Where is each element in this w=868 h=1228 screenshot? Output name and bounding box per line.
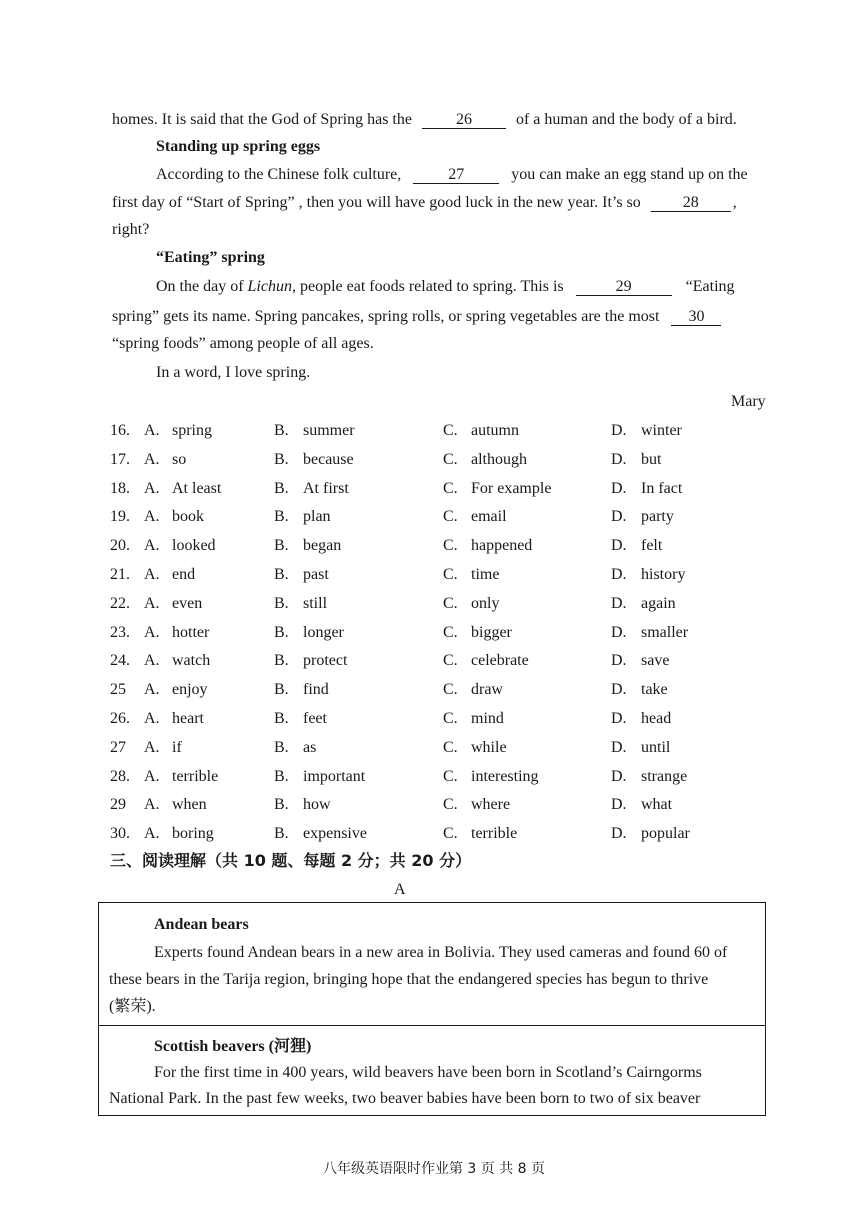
option-b-text: summer — [303, 422, 355, 439]
option-letter-a: A. — [144, 566, 160, 583]
option-letter-c: C. — [443, 681, 458, 699]
option-b-text: because — [303, 450, 354, 468]
option-letter-c: C. — [443, 422, 458, 439]
option-d-text: again — [641, 594, 676, 612]
option-letter-c: C. — [443, 566, 458, 583]
passage-text: , people eat foods related to spring. This is — [291, 278, 564, 295]
item-title: Andean bears — [154, 916, 249, 933]
option-b-text: find — [303, 681, 329, 699]
option-letter-c: C. — [443, 738, 458, 756]
passage-italic-word: Lichun — [247, 278, 292, 295]
item-text: National Park. In the past few weeks, two beaver babies have been born to two of six beaver — [109, 1090, 701, 1107]
option-a-text: end — [172, 566, 196, 583]
passage-label: A — [394, 881, 406, 898]
item-text: Experts found Andean bears in a new area in Bolivia. They used cameras and found 60 of — [154, 944, 728, 961]
option-a-text: spring — [172, 422, 212, 439]
option-a-text: if — [172, 738, 182, 756]
option-d-text: until — [641, 738, 671, 756]
passage-line-3 — [112, 193, 737, 213]
option-letter-d: D. — [611, 710, 627, 727]
option-letter-d: D. — [611, 450, 627, 468]
option-c-text: happened — [471, 537, 533, 555]
option-b-text: as — [303, 738, 317, 756]
question-number: 19. — [110, 508, 130, 526]
option-a-text: boring — [172, 825, 214, 843]
passage-line-2 — [156, 165, 748, 185]
option-letter-b: B. — [274, 623, 289, 641]
option-b-text: past — [303, 566, 329, 583]
option-letter-c: C. — [443, 479, 458, 497]
question-number: 24. — [110, 652, 130, 670]
option-b-text: how — [303, 796, 331, 814]
option-letter-a: A. — [144, 508, 160, 526]
option-letter-a: A. — [144, 825, 160, 843]
option-letter-a: A. — [144, 479, 160, 497]
option-d-text: smaller — [641, 623, 689, 641]
option-letter-d: D. — [611, 537, 627, 555]
option-a-text: book — [172, 508, 204, 526]
passage-text: According to the Chinese folk culture, — [156, 166, 402, 183]
option-d-text: strange — [641, 767, 688, 785]
blank-27: 27 — [413, 167, 499, 184]
option-a-text: so — [172, 450, 187, 468]
blank-26: 26 — [422, 112, 506, 129]
option-a-text: when — [172, 796, 207, 814]
reading-item-andean-bears — [98, 902, 766, 1026]
item-title: Scottish beavers (河狸) — [154, 1038, 312, 1055]
question-number: 20. — [110, 537, 130, 555]
option-c-text: celebrate — [471, 652, 529, 670]
question-number: 25 — [110, 681, 126, 699]
option-b-text: still — [303, 594, 328, 612]
passage-line-8: In a word, I love spring. — [156, 364, 311, 381]
question-number: 16. — [110, 422, 130, 439]
option-letter-d: D. — [611, 681, 627, 699]
option-letter-b: B. — [274, 422, 289, 439]
passage-line-7: “spring foods” among people of all ages. — [112, 335, 374, 352]
option-letter-a: A. — [144, 738, 160, 756]
option-letter-c: C. — [443, 825, 458, 843]
option-d-text: history — [641, 566, 686, 583]
option-c-text: only — [471, 594, 500, 612]
option-c-text: although — [471, 450, 527, 468]
option-d-text: take — [641, 681, 668, 699]
option-b-text: longer — [303, 623, 344, 641]
question-number: 28. — [110, 767, 130, 785]
option-a-text: looked — [172, 537, 216, 555]
option-letter-a: A. — [144, 652, 160, 670]
option-letter-b: B. — [274, 825, 289, 843]
question-number: 30. — [110, 825, 130, 843]
option-letter-d: D. — [611, 767, 627, 785]
option-c-text: while — [471, 738, 507, 756]
option-letter-b: B. — [274, 652, 289, 670]
passage-text: On the day of — [156, 278, 244, 295]
option-letter-c: C. — [443, 508, 458, 526]
option-letter-c: C. — [443, 796, 458, 814]
option-c-text: bigger — [471, 623, 512, 641]
option-letter-d: D. — [611, 479, 627, 497]
option-b-text: feet — [303, 710, 327, 727]
option-a-text: hotter — [172, 623, 210, 641]
option-d-text: save — [641, 652, 670, 670]
option-letter-b: B. — [274, 450, 289, 468]
blank-30: 30 — [671, 309, 721, 326]
option-b-text: protect — [303, 652, 348, 670]
option-letter-c: C. — [443, 767, 458, 785]
page-footer: 八年级英语限时作业第 3 页 共 8 页 — [322, 1161, 546, 1177]
option-letter-c: C. — [443, 537, 458, 555]
option-a-text: At least — [172, 479, 222, 497]
signature: Mary — [731, 393, 766, 410]
passage-line-5 — [156, 277, 735, 297]
option-letter-d: D. — [611, 508, 627, 526]
passage-line-4: right? — [112, 221, 150, 238]
option-c-text: autumn — [471, 422, 519, 439]
heading-spring-eggs: Standing up spring eggs — [156, 138, 321, 155]
question-number: 18. — [110, 479, 130, 497]
passage-text: you can make an egg stand up on the — [511, 166, 748, 183]
option-c-text: For example — [471, 479, 552, 497]
option-letter-a: A. — [144, 537, 160, 555]
option-letter-b: B. — [274, 796, 289, 814]
option-letter-b: B. — [274, 767, 289, 785]
option-letter-b: B. — [274, 479, 289, 497]
option-letter-c: C. — [443, 623, 458, 641]
option-letter-b: B. — [274, 710, 289, 727]
option-letter-c: C. — [443, 652, 458, 670]
passage-text: spring” gets its name. Spring pancakes, spring rolls, or spring vegetables are the most — [112, 308, 660, 325]
option-letter-d: D. — [611, 594, 627, 612]
passage-line-6 — [112, 307, 721, 327]
question-number: 27 — [110, 738, 126, 756]
option-d-text: felt — [641, 537, 663, 555]
option-letter-c: C. — [443, 594, 458, 612]
option-a-text: watch — [172, 652, 211, 670]
option-letter-d: D. — [611, 422, 627, 439]
option-letter-d: D. — [611, 566, 627, 583]
option-a-text: terrible — [172, 767, 219, 785]
option-letter-d: D. — [611, 825, 627, 843]
option-b-text: important — [303, 767, 366, 785]
reading-item-scottish-beavers — [98, 1025, 766, 1116]
passage-line-1 — [112, 110, 737, 130]
option-b-text: expensive — [303, 825, 367, 843]
option-letter-a: A. — [144, 710, 160, 727]
passage-text: first day of “Start of Spring” , then you will have good luck in the new year. It’s so — [112, 194, 641, 211]
question-number: 26. — [110, 710, 130, 727]
passage-text: “Eating — [685, 278, 735, 295]
option-letter-d: D. — [611, 623, 627, 641]
option-letter-a: A. — [144, 796, 160, 814]
option-letter-b: B. — [274, 681, 289, 699]
item-text: these bears in the Tarija region, bringing hope that the endangered species has begun to thrive — [109, 971, 709, 988]
option-letter-c: C. — [443, 450, 458, 468]
option-b-text: At first — [303, 479, 349, 497]
option-letter-a: A. — [144, 767, 160, 785]
option-a-text: enjoy — [172, 681, 208, 699]
option-letter-b: B. — [274, 508, 289, 526]
option-c-text: terrible — [471, 825, 518, 843]
item-text: (繁荣). — [109, 998, 156, 1015]
option-d-text: popular — [641, 825, 690, 843]
option-letter-a: A. — [144, 594, 160, 612]
option-letter-a: A. — [144, 681, 160, 699]
option-c-text: draw — [471, 681, 503, 699]
question-number: 29 — [110, 796, 126, 814]
option-letter-b: B. — [274, 738, 289, 756]
option-letter-d: D. — [611, 796, 627, 814]
option-c-text: email — [471, 508, 507, 526]
option-letter-b: B. — [274, 537, 289, 555]
option-letter-a: A. — [144, 422, 160, 439]
passage-text: of a human and the body of a bird. — [515, 111, 737, 128]
option-c-text: where — [471, 796, 511, 814]
option-d-text: winter — [641, 422, 682, 439]
option-d-text: what — [641, 796, 673, 814]
passage-text: , — [732, 194, 737, 211]
option-d-text: head — [641, 710, 672, 727]
option-b-text: plan — [303, 508, 331, 526]
option-c-text: time — [471, 566, 500, 583]
option-letter-d: D. — [611, 738, 627, 756]
option-letter-d: D. — [611, 652, 627, 670]
option-letter-a: A. — [144, 623, 160, 641]
question-number: 21. — [110, 566, 130, 583]
option-a-text: heart — [172, 710, 204, 727]
option-letter-c: C. — [443, 710, 458, 727]
option-a-text: even — [172, 594, 203, 612]
option-d-text: but — [641, 450, 662, 468]
section-title: 三、阅读理解（共 10 题、每题 2 分；共 20 分） — [110, 851, 472, 870]
option-d-text: In fact — [641, 479, 683, 497]
item-text: For the first time in 400 years, wild beavers have been born in Scotland’s Cairngorms — [154, 1064, 702, 1081]
question-number: 22. — [110, 594, 130, 612]
option-letter-b: B. — [274, 566, 289, 583]
passage-text: homes. It is said that the God of Spring has the — [112, 111, 412, 128]
option-d-text: party — [641, 508, 674, 526]
heading-eating-spring: “Eating” spring — [156, 249, 265, 266]
option-letter-a: A. — [144, 450, 160, 468]
option-b-text: began — [303, 537, 342, 555]
option-letter-b: B. — [274, 594, 289, 612]
blank-29: 29 — [576, 279, 672, 296]
question-number: 17. — [110, 450, 130, 468]
question-number: 23. — [110, 623, 130, 641]
blank-28: 28 — [651, 195, 731, 212]
option-c-text: mind — [471, 710, 504, 727]
option-c-text: interesting — [471, 767, 539, 785]
